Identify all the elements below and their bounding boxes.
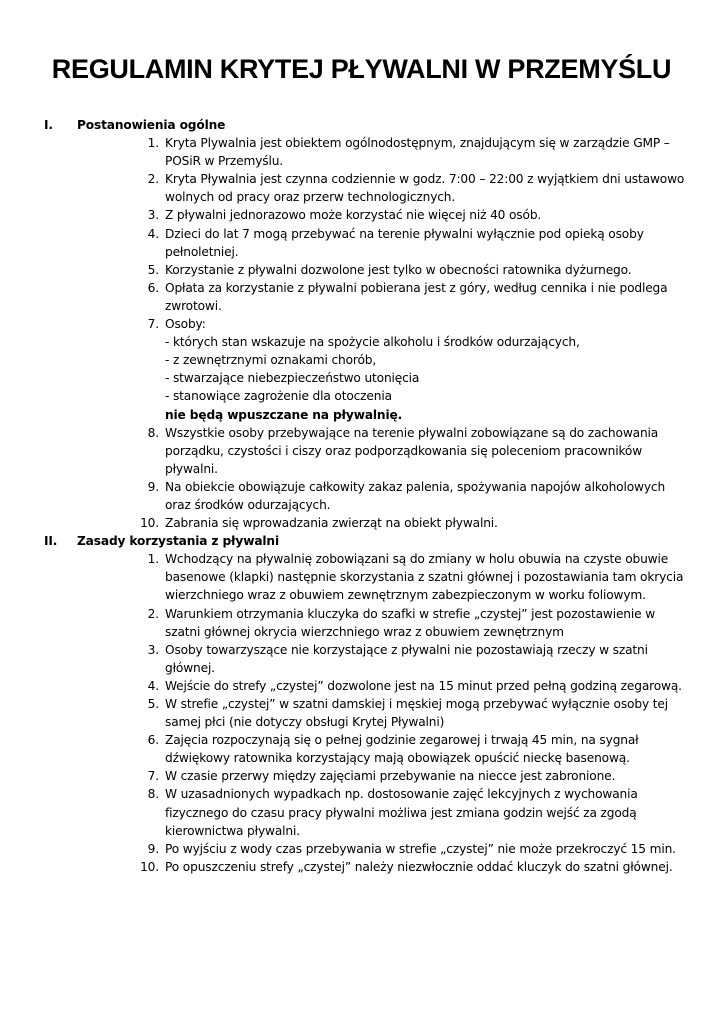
item-text: Wchodzący na pływalnię zobowiązani są do zmiany w holu obuwia na czyste obuwie basenowe (klapki) następnie skorzystania z szatni głównej i pozostawiania tam okrycia wierzchniego wraz z obuwiem zewnętrznym zabezpieczonym w worku foliowym. [165, 552, 684, 603]
section-item-list [0, 550, 723, 876]
list-item [147, 785, 689, 839]
item-number: 9. [147, 841, 159, 856]
section-number: II. [44, 534, 58, 549]
item-number: 5. [147, 262, 159, 277]
section-item-list [0, 134, 723, 532]
item-subline: - z zewnętrznymi oznakami chorób, [165, 353, 377, 368]
document-title: REGULAMIN KRYTEJ PŁYWALNI W PRZEMYŚLU [51, 54, 672, 85]
list-item [147, 731, 689, 767]
item-text: Wszystkie osoby przebywające na terenie pływalni zobowiązane są do zachowania porządku, czystości i ciszy oraz podporządkowania się poleceniom pracowników pływalni. [165, 425, 659, 476]
list-item [147, 478, 689, 514]
item-emphasis: nie będą wpuszczane na pływalnię. [165, 407, 403, 422]
item-text: Opłata za korzystanie z pływalni pobierana jest z góry, według cennika i nie podlega zwrotowi. [165, 280, 668, 313]
item-number: 8. [147, 425, 159, 440]
item-text: W czasie przerwy między zajęciami przebywanie na niecce jest zabronione. [165, 769, 616, 784]
list-item [140, 514, 689, 532]
item-number: 10. [140, 516, 159, 531]
list-item [147, 134, 689, 170]
item-text: Z pływalni jednorazowo może korzystać nie więcej niż 40 osób. [165, 208, 542, 223]
item-number: 6. [147, 733, 159, 748]
list-item [147, 840, 689, 858]
section-title: Zasady korzystania z pływalni [77, 534, 279, 549]
item-number: 10. [140, 859, 159, 874]
section-heading [0, 532, 723, 550]
item-number: 7. [147, 769, 159, 784]
list-item [147, 677, 689, 695]
item-number: 9. [147, 479, 159, 494]
item-text: W strefie „czystej” w szatni damskiej i męskiej mogą przebywać wyłącznie osoby tej samej płci (nie dotyczy obsługi Krytej Pływalni) [165, 697, 668, 730]
item-text: Dzieci do lat 7 mogą przebywać na terenie pływalni wyłącznie pod opieką osoby pełnoletniej. [165, 226, 644, 259]
item-number: 4. [147, 226, 159, 241]
list-item [147, 206, 689, 224]
item-number: 4. [147, 678, 159, 693]
list-item [147, 695, 689, 731]
item-text: Po wyjściu z wody czas przebywania w strefie „czystej” nie może przekroczyć 15 min. [165, 841, 676, 856]
item-text: Wejście do strefy „czystej” dozwolone jest na 15 minut przed pełną godziną zegarową. [165, 678, 682, 693]
list-item [147, 315, 689, 424]
item-text: Zajęcia rozpoczynają się o pełnej godzinie zegarowej i trwają 45 min, na sygnał dźwiękowy ratownika korzystający mają obowiązek opuścić nieckę basenową. [165, 733, 639, 766]
item-text: Korzystanie z pływalni dozwolone jest tylko w obecności ratownika dyżurnego. [165, 262, 632, 277]
item-number: 8. [147, 787, 159, 802]
section-number: I. [44, 118, 53, 132]
item-text: Kryta Pływalnia jest czynna codziennie w godz. 7:00 – 22:00 z wyjątkiem dni ustawowo wolnych od pracy oraz przerw technologicznych. [165, 172, 685, 205]
item-text: Osoby towarzyszące nie korzystające z pływalni nie pozostawiają rzeczy w szatni głównej. [165, 642, 648, 675]
list-item [147, 641, 689, 677]
section-heading [0, 116, 723, 134]
regulations-body [0, 116, 723, 876]
list-item [140, 858, 689, 876]
item-number: 2. [147, 172, 159, 187]
item-number: 1. [147, 552, 159, 567]
item-number: 6. [147, 280, 159, 295]
item-subline: - których stan wskazuje na spożycie alkoholu i środków odurzających, [165, 335, 580, 350]
item-text: Zabrania się wprowadzania zwierząt na obiekt pływalni. [165, 516, 498, 531]
list-item [147, 170, 689, 206]
item-subline: - stanowiące zagrożenie dla otoczenia [165, 389, 392, 404]
item-number: 1. [147, 136, 159, 151]
list-item [147, 225, 689, 261]
item-number: 3. [147, 208, 159, 223]
list-item [147, 424, 689, 478]
item-number: 3. [147, 642, 159, 657]
item-number: 7. [147, 317, 159, 332]
list-item [147, 261, 689, 279]
list-item [147, 279, 689, 315]
section-1 [0, 116, 723, 532]
item-text: Kryta Plywalnia jest obiektem ogólnodostępnym, znajdującym się w zarządzie GMP – POSiR w Przemyślu. [165, 136, 670, 169]
item-number: 5. [147, 697, 159, 711]
list-item [147, 550, 689, 604]
item-text: Osoby: [165, 317, 206, 332]
item-text: Po opuszczeniu strefy „czystej” należy niezwłocznie oddać kluczyk do szatni głównej. [165, 859, 673, 874]
section-title: Postanowienia ogólne [77, 118, 226, 132]
section-2 [0, 532, 723, 876]
list-item [147, 767, 689, 785]
item-subline: - stwarzające niebezpieczeństwo utonięcia [165, 371, 420, 386]
item-text: Na obiekcie obowiązuje całkowity zakaz palenia, spożywania napojów alkoholowych oraz środków odurzających. [165, 479, 666, 512]
item-text: Warunkiem otrzymania kluczyka do szafki w strefie „czystej” jest pozostawienie w szatni głównej okrycia wierzchniego wraz z obuwiem zewnętrznym [165, 606, 656, 639]
item-text: W uzasadnionych wypadkach np. dostosowanie zajęć lekcyjnych z wychowania fizycznego do czasu pracy pływalni możliwa jest zmiana godzin wejść za zgodą kierownictwa pływalni. [165, 787, 638, 838]
item-number: 2. [147, 606, 159, 621]
list-item [147, 605, 689, 641]
